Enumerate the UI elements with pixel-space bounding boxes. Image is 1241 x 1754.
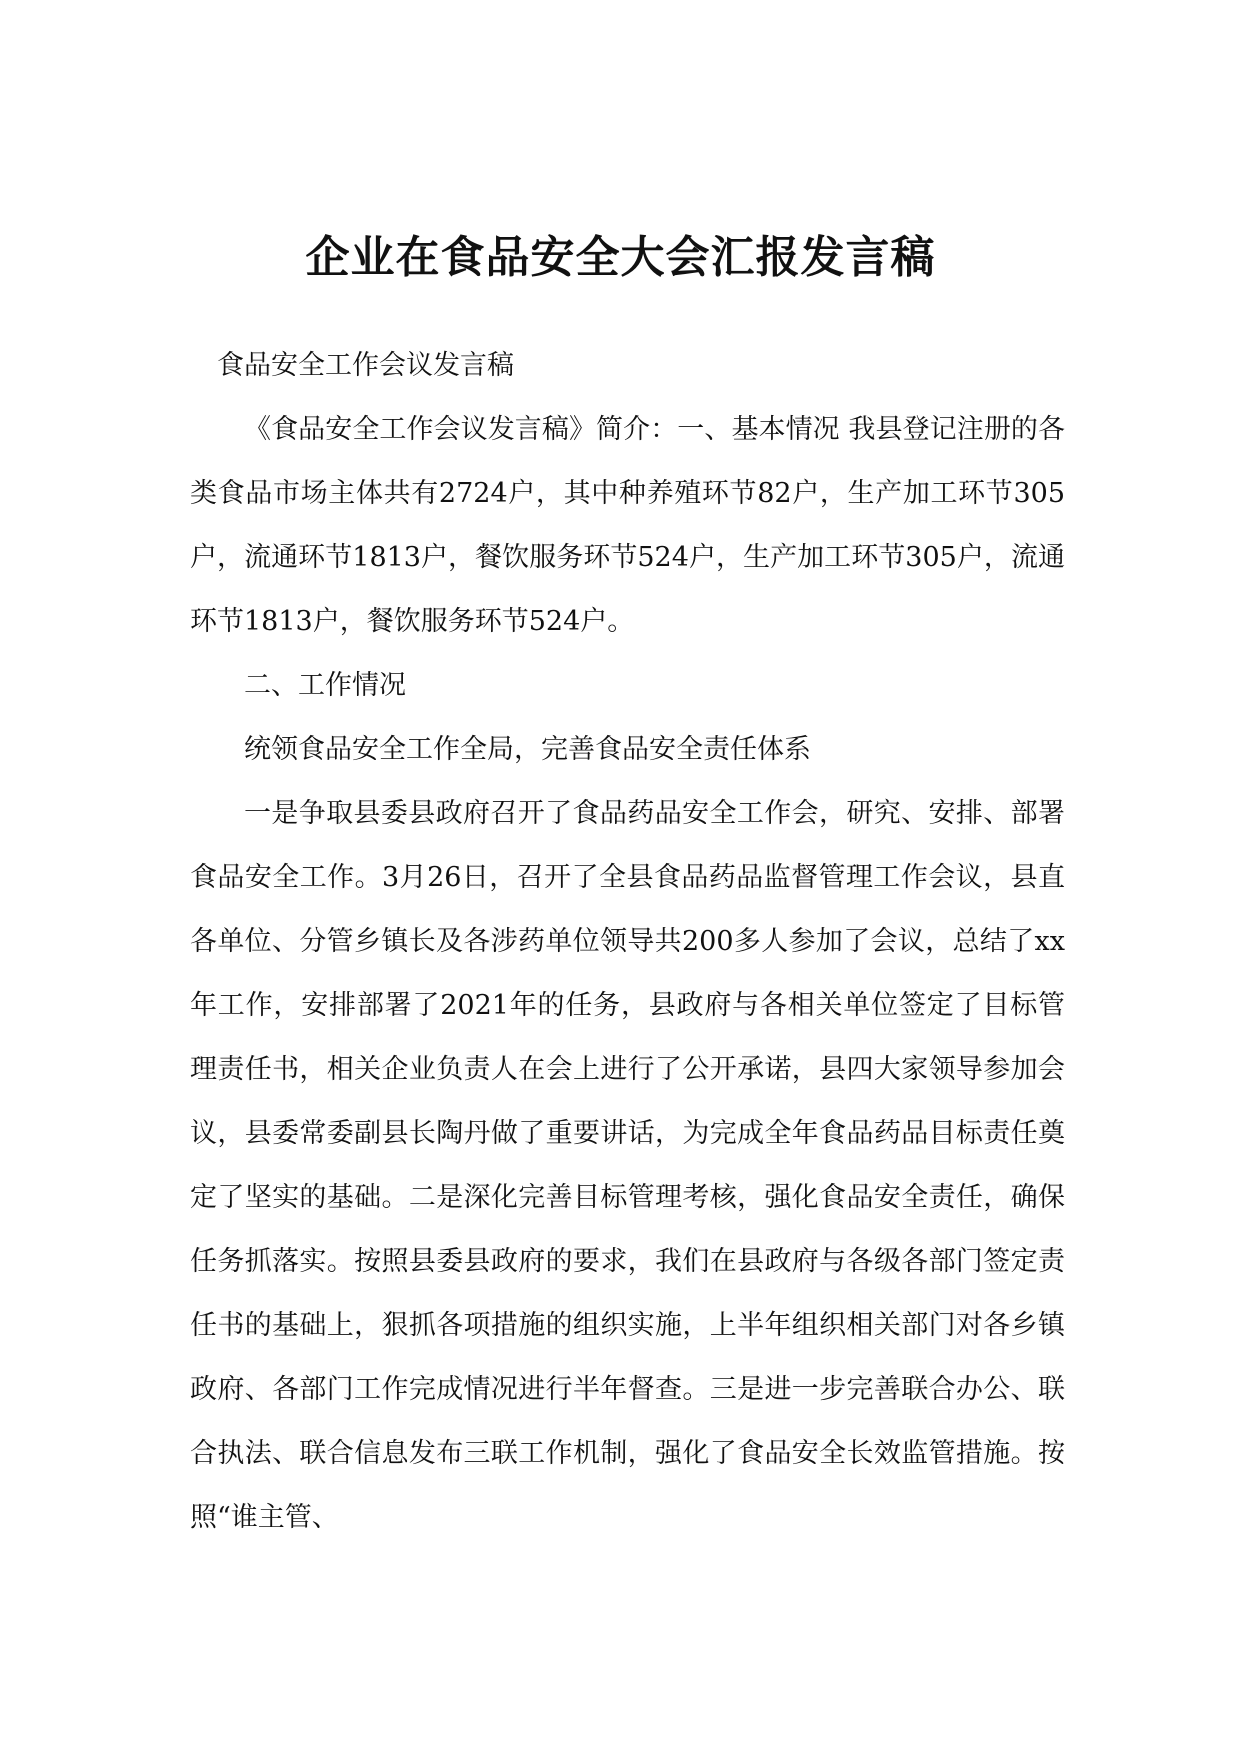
document-title: 企业在食品安全大会汇报发言稿 <box>305 232 936 283</box>
document-body <box>190 334 1065 1550</box>
paragraph-subheading: 统领食品安全工作全局，完善食品安全责任体系 <box>244 734 811 765</box>
paragraph-heading: 食品安全工作会议发言稿 <box>217 350 514 381</box>
paragraph-main: 一是争取县委县政府召开了食品药品安全工作会，研究、安排、部署食品安全工作。3月26日，召开了全县食品药品监督管理工作会议，县直各单位、分管乡镇长及各涉药单位领导共200多人参加了会议，总结了xx年工作，安排部署了2021年的任务，县政府与各相关单位签定了目标管理责任书，相关企业负责人在会上进行了公开承诺，县四大家领导参加会议，县委常委副县长陶丹做了重要讲话，为完成全年食品药品目标责任奠定了坚实的基础。二是深化完善目标管理考核，强化食品安全责任，确保任务抓落实。按照县委县政府的要求，我们在县政府与各级各部门签定责任书的基础上，狠抓各项措施的组织实施，上半年组织相关部门对各乡镇政府、各部门工作完成情况进行半年督查。三是进一步完善联合办公、联合执法、联合信息发布三联工作机制，强化了食品安全长效监管措施。按照“谁主管、 <box>190 798 1065 1533</box>
paragraph-intro: 《食品安全工作会议发言稿》简介：一、基本情况 我县登记注册的各类食品市场主体共有2724户，其中种养殖环节82户，生产加工环节305户，流通环节1813户，餐饮服务环节524户，生产加工环节305户，流通环节1813户，餐饮服务环节524户。 <box>190 414 1065 637</box>
paragraph-section-heading: 二、工作情况 <box>244 670 406 701</box>
